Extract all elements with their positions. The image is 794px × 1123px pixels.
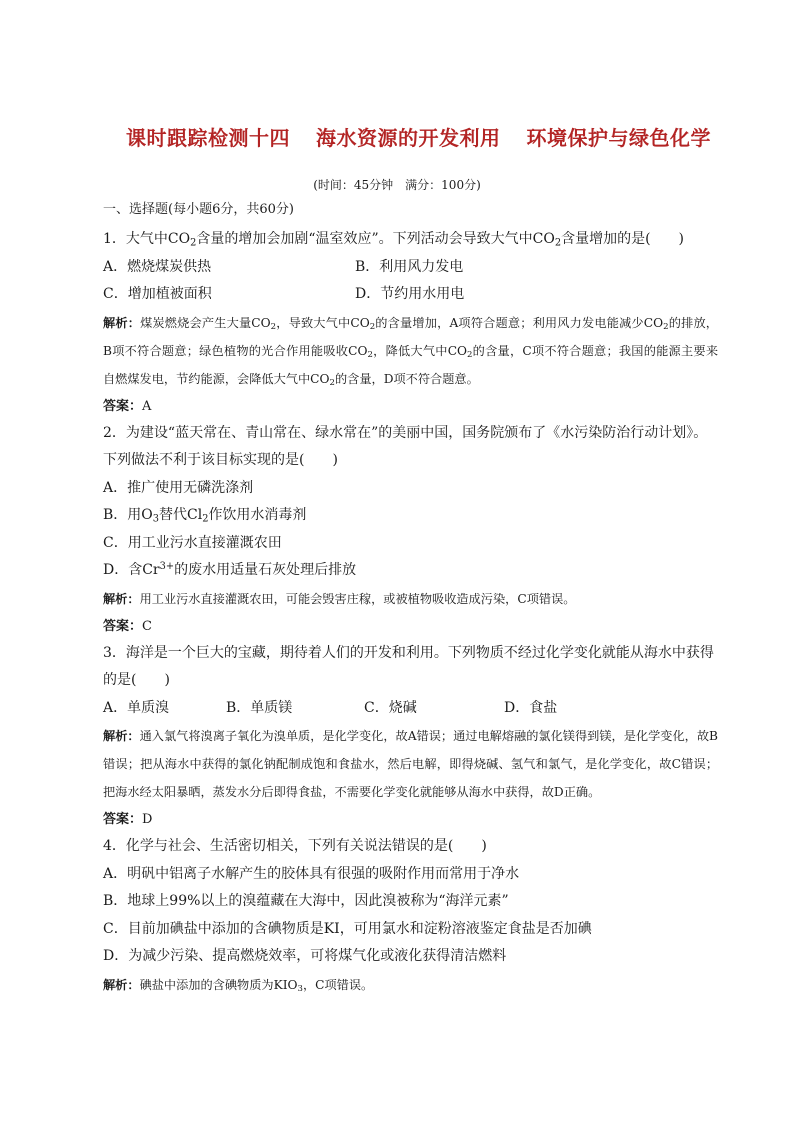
question-3-answer: 答案：D <box>103 812 153 827</box>
option-c: C．目前加碘盐中添加的含碘物质是KI，可用氯水和淀粉溶液鉴定食盐是否加碘 <box>103 920 592 937</box>
title-part-2: 海水资源的开发利用 <box>316 126 501 150</box>
question-1-options-row-1 <box>103 254 718 282</box>
question-2-explanation: 解析：用工业污水直接灌溉农田，可能会毁害庄稼，或被植物吸收造成污染，C项错误。 <box>103 591 576 606</box>
option-d: D．节约用水用电 <box>355 286 465 302</box>
question-3-stem-line-1: 3．海洋是一个巨大的宝藏，期待着人们的开发和利用。下列物质不经过化学变化就能从海水中获得 <box>103 644 714 661</box>
section-heading: 一、选择题(每小题6分，共60分) <box>103 202 294 217</box>
question-2-stem-line-2: 下列做法不利于该目标实现的是( ) <box>103 452 338 468</box>
option-b: B．用$O_3$替代$Cl_2$作饮用水消毒剂 <box>103 507 307 525</box>
option-a: A．推广使用无磷洗涤剂 <box>103 479 254 496</box>
option-c: C．增加植被面积 <box>103 286 212 302</box>
document-body <box>103 200 718 999</box>
option-d: D．食盐 <box>504 699 558 716</box>
question-3-explanation: 解析：通入氯气将溴离子氧化为溴单质，是化学变化，故A错误；通过电解熔融的氯化镁得到镁，是化学变化，故B错误；把从海水中获得的氯化钠配制成饱和食盐水，然后电解，即得烧碱、氢气和氯气，是化学变化，故C错误；把海水经太阳暴晒，蒸发水分后即得食盐，不需要化学变化就能够从海水中获得，故D正确。 <box>103 729 719 799</box>
question-2-stem-line-1: 2．为建设“蓝天常在、青山常在、绿水常在”的美丽中国，国务院颁布了《水污染防治行动计划》。 <box>103 424 708 441</box>
question-3-options <box>103 695 718 723</box>
option-b: B．单质镁 <box>226 699 293 716</box>
option-c: C．用工业污水直接灌溉农田 <box>103 534 282 551</box>
option-b: B．地球上99%以上的溴蕴藏在大海中，因此溴被称为“海洋元素” <box>103 893 509 909</box>
question-4-explanation: 解析：碘盐中添加的含碘物质为$KIO_3$，C项错误。 <box>103 977 374 994</box>
option-a: A．燃烧煤炭供热 <box>103 258 212 275</box>
option-d: D．含$Cr^{3+}$的废水用适量石灰处理后排放 <box>103 561 357 578</box>
question-2-answer: 答案：C <box>103 618 152 634</box>
question-1-explanation: 解析：煤炭燃烧会产生大量$CO_2$，导致大气中$CO_2$的含量增加，A项符合题意；利用风力发电能减少$CO_2$的排放，B项不符合题意；绿色植物的光合作用能吸收$CO_2$，降低大气中$CO_2$的含量，C项不符合题意；我国的能源主要来自燃煤发电，节约能源，会降低大气中$CO_2$的含量，D项不符合题意。 <box>103 315 719 388</box>
option-a: A．单质溴 <box>103 699 170 716</box>
question-1-answer: 答案：A <box>103 398 152 414</box>
question-1-options-row-2 <box>103 281 718 309</box>
option-d: D．为减少污染、提高燃烧效率，可将煤气化或液化获得清洁燃料 <box>103 948 507 964</box>
option-b: B．利用风力发电 <box>355 258 464 275</box>
page-title <box>95 122 742 151</box>
option-a: A．明矾中铝离子水解产生的胶体具有很强的吸附作用而常用于净水 <box>103 865 520 882</box>
option-c: C．烧碱 <box>364 699 417 716</box>
question-4-stem: 4．化学与社会、生活密切相关，下列有关说法错误的是( ) <box>103 838 487 854</box>
question-1-stem: 1．大气中$CO_2$含量的增加会加剧“温室效应”。下列活动会导致大气中$CO_2$含量增加的是( ) <box>103 231 685 249</box>
title-part-1: 课时跟踪检测十四 <box>126 126 290 150</box>
question-3-stem-line-2: 的是( ) <box>103 672 170 688</box>
title-part-3: 环境保护与绿色化学 <box>526 126 711 150</box>
time-score-info: (时间：45分钟 满分：100分) <box>313 178 481 192</box>
